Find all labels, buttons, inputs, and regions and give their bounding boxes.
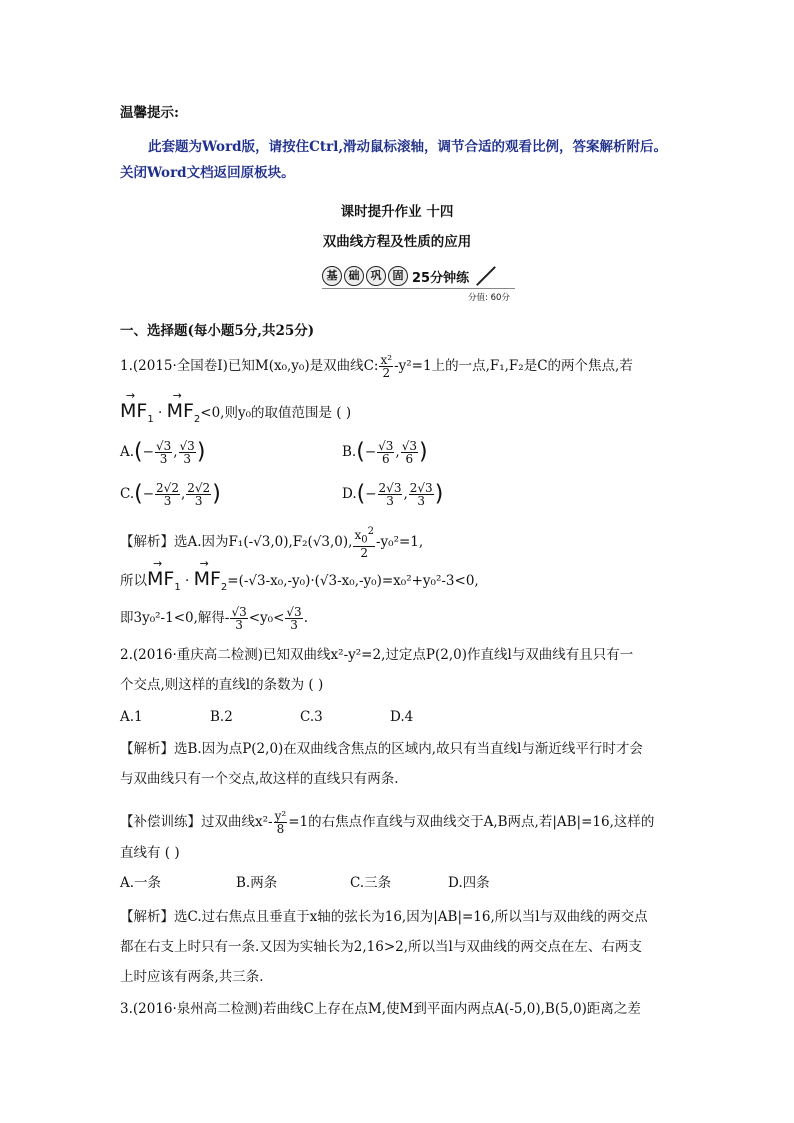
supp-option-c: C.三条 <box>350 875 392 891</box>
q1-option-b: B.(− $\frac{√3}{6}$ , $\frac{√3}{6}$ ) <box>342 439 428 466</box>
banner-char-3: 巩 <box>366 266 386 286</box>
vector-mf1: → $MF_1$ <box>120 402 154 429</box>
tip-heading: 温馨提示: <box>120 105 179 121</box>
supp-option-a: A.一条 <box>120 875 162 891</box>
page-title: 课时提升作业 十四 <box>340 204 454 220</box>
vector-mf2-answer: → $MF_2$ <box>194 570 228 597</box>
banner-underline <box>322 288 515 289</box>
banner-char-2: 础 <box>344 266 364 286</box>
q2-stem-2: 个交点,则这样的直线l的条数为 ( ) <box>120 677 324 693</box>
q2-answer-1: 【解析】选B.因为点P(2,0)在双曲线含焦点的区域内,故只有当直线l与渐近线平行时才会 <box>120 741 643 757</box>
tip-line-1: 此套题为Word版，请按住Ctrl,滑动鼠标滚轴，调节合适的观看比例，答案解析附后。 <box>148 139 668 155</box>
q1-answer-line-3: 即3y₀²-1<0,解得- $\frac{√3}{3}$ <y₀< $\frac{√3}{3}$ . <box>120 605 308 632</box>
supp-option-d: D.四条 <box>448 875 490 891</box>
q1-stem <box>120 354 633 379</box>
supp-answer-1: 【解析】选C.过右焦点且垂直于x轴的弦长为16,因为|AB|=16,所以当l与双曲线的两交点 <box>120 909 648 925</box>
page-subtitle: 双曲线方程及性质的应用 <box>322 234 472 250</box>
section-heading: 一、选择题(每小题5分,共25分) <box>120 323 315 339</box>
q2-stem-1: 2.(2016·重庆高二检测)已知双曲线x²-y²=2,过定点P(2,0)作直线l与双曲线有且只有一 <box>120 647 634 663</box>
supp-stem-1: 【补偿训练】过双曲线x²- $\frac{\text{y²}}{8}$ =1的右焦点作直线与双曲线交于A,B两点,若|AB|=16,这样的 <box>120 809 655 836</box>
supp-answer-3: 上时应该有两条,共三条. <box>120 969 264 985</box>
q2-option-b: B.2 <box>210 709 233 725</box>
q2-option-c: C.3 <box>300 709 323 725</box>
q2-answer-2: 与双曲线只有一个交点,故这样的直线只有两条. <box>120 771 399 787</box>
section-banner <box>322 266 499 286</box>
q2-option-d: D.4 <box>390 709 414 725</box>
q2-option-a: A.1 <box>120 709 143 725</box>
banner-char-4: 固 <box>388 266 408 286</box>
q1-answer-line-1: 【解析】选A.因为F₁(-√3,0),F₂(√3,0), $\frac{x_0^2}{2}$ -y₀²=1, <box>120 526 424 561</box>
q1-cond-text: <0,则y₀的取值范围是 ( ) <box>200 405 352 421</box>
supp-option-b: B.两条 <box>236 875 278 891</box>
pencil-icon <box>476 266 496 286</box>
q1-option-a: A.(− $\frac{√3}{3}$ , $\frac{√3}{3}$ ) <box>120 439 206 466</box>
supp-answer-2: 都在右支上时只有一条.又因为实轴长为2,16>2,所以当l与双曲线的两交点在左、右两支 <box>120 939 642 955</box>
vector-mf2: → $MF_2$ <box>167 402 201 429</box>
supp-stem-2: 直线有 ( ) <box>120 845 180 861</box>
q1-option-d: D.(− $\frac{2√3}{3}$ , $\frac{2√3}{3}$ ) <box>342 481 444 508</box>
banner-char-1: 基 <box>322 266 342 286</box>
q1-answer-line-2: 所以→ $MF_1$ · → $MF_2=(-√3-x_0,-y_0)\cdot(√3-x_0,-y_0)=x_0^2+y_0^2-3<0$, <box>120 570 479 597</box>
vector-mf1-answer: → $MF_1$ <box>147 570 181 597</box>
tip-line-2: 关闭Word文档返回原板块。 <box>120 165 295 181</box>
banner-time: 25分钟练 <box>412 270 470 286</box>
q3-stem-1: 3.(2016·泉州高二检测)若曲线C上存在点M,使M到平面内两点A(-5,0),B(5,0)距离之差 <box>120 1001 641 1017</box>
q1-stem-a: 1.(2015·全国卷Ⅰ)已知M(x₀,y₀)是双曲线C: <box>120 358 379 374</box>
q1-condition: → $MF_1$ · → $MF_2<0$,则y₀的取值范围是 ( ) <box>120 402 351 429</box>
q1-stem-fraction: $\frac{\text{x²}}{2}$ <box>380 353 393 380</box>
q1-option-c: C.(− $\frac{2√2}{3}$ , $\frac{2√2}{3}$ ) <box>120 481 221 508</box>
q1-stem-b: -y²=1上的一点,F₁,F₂是C的两个焦点,若 <box>394 358 633 374</box>
score-label: 分值: 60分 <box>468 293 510 303</box>
